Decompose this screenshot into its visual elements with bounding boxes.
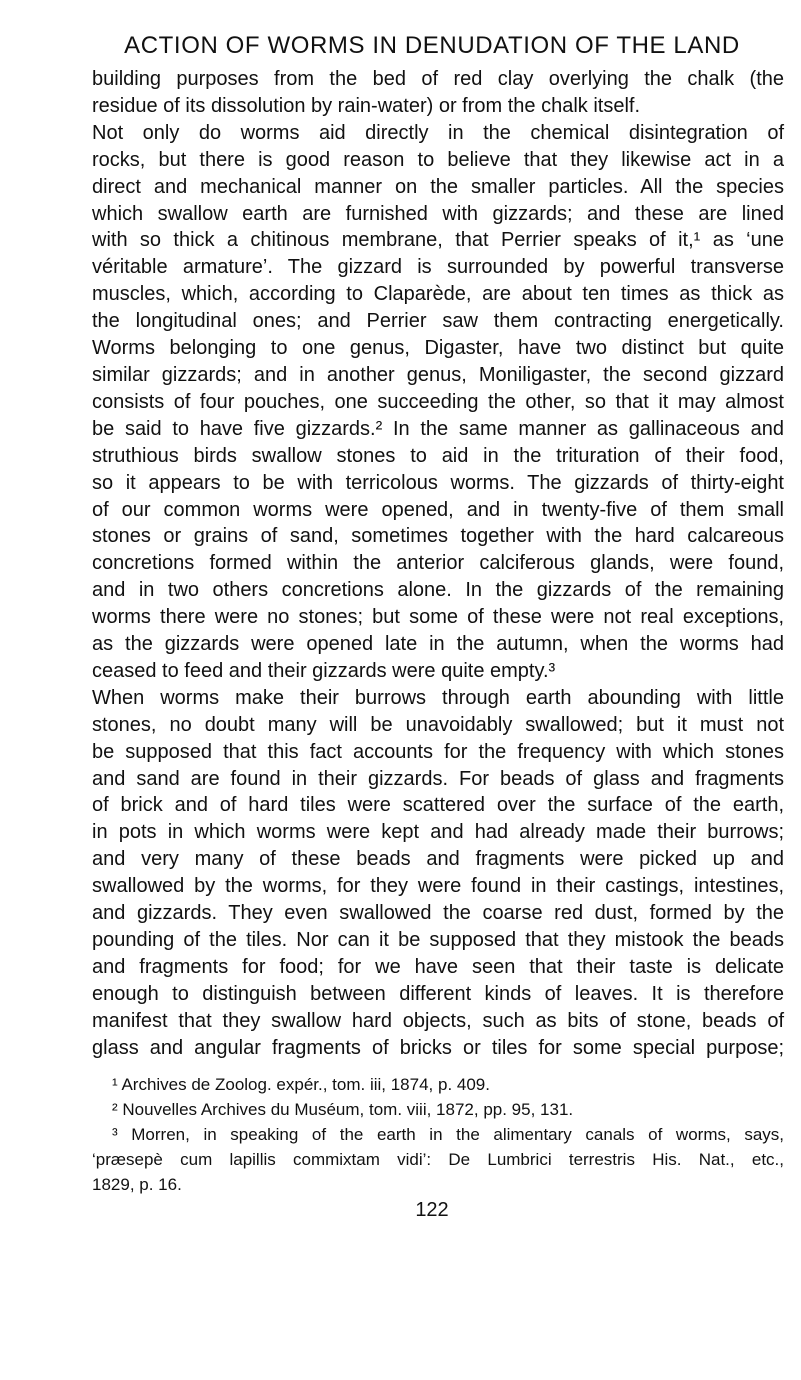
- text-line: building purposes from the bed of red clay overlying the chalk (the: [92, 68, 784, 90]
- text-line: direct and mechanical manner on the smaller particles. All the species: [92, 175, 784, 198]
- text-line: be supposed that this fact accounts for the frequency with which stones: [92, 740, 784, 763]
- text-line: be said to have five gizzards.² In the same manner as gallinaceous and: [92, 417, 784, 440]
- text-line: manifest that they swallow hard objects, such as bits of stone, beads of: [92, 1009, 784, 1032]
- text-line: worms there were no stones; but some of these were not real exceptions,: [92, 606, 784, 629]
- page-number: 122: [415, 1198, 449, 1221]
- text-line: Worms belonging to one genus, Digaster, have two distinct but quite: [92, 337, 784, 360]
- text-line: as the gizzards were opened late in the autumn, when the worms had: [92, 633, 784, 656]
- text-line: and gizzards. They even swallowed the coarse red dust, formed by the: [92, 902, 784, 925]
- text-line: and in two others concretions alone. In the gizzards of the remaining: [92, 579, 784, 602]
- text-line: ceased to feed and their gizzards were quite empty.³: [92, 659, 556, 682]
- text-line: and fragments for food; for we have seen that their taste is delicate: [92, 955, 784, 978]
- text-line: stones, no doubt many will be unavoidably swallowed; but it must not: [92, 713, 784, 736]
- text-line: and very many of these beads and fragments were picked up and: [92, 848, 784, 871]
- text-line: When worms make their burrows through earth abounding with little: [92, 686, 784, 709]
- text-line: muscles, which, according to Claparède, are about ten times as thick as: [92, 283, 784, 306]
- text-line: with so thick a chitinous membrane, that Perrier speaks of it,¹ as ‘une: [92, 229, 784, 252]
- text-line: consists of four pouches, one succeeding the other, so that it may almost: [92, 390, 784, 413]
- document-page: [92, 26, 784, 1222]
- text-line: of our common worms were opened, and in twenty-five of them small: [92, 498, 784, 521]
- text-line: struthious birds swallow stones to aid in the trituration of their food,: [92, 444, 784, 467]
- text-line: Not only do worms aid directly in the chemical disintegration of: [92, 121, 784, 144]
- text-line: the longitudinal ones; and Perrier saw them contracting energetically.: [92, 310, 784, 333]
- footnote-1: ¹ Archives de Zoolog. expér., tom. iii, 1874, p. 409.: [112, 1074, 490, 1094]
- text-line: residue of its dissolution by rain-water) or from the chalk itself.: [92, 94, 640, 117]
- text-line: concretions formed within the anterior calciferous glands, were found,: [92, 552, 784, 575]
- footnote-3: ³ Morren, in speaking of the earth in the alimentary canals of worms, says,: [112, 1124, 784, 1144]
- text-line: similar gizzards; and in another genus, Moniligaster, the second gizzard: [92, 363, 784, 386]
- text-line: pounding of the tiles. Nor can it be supposed that they mistook the beads: [92, 929, 784, 951]
- footnote-3-continued: ‘præsepè cum lapillis commixtam vidi’: De Lumbrici terrestris His. Nat., etc.,: [92, 1149, 784, 1169]
- text-line: stones or grains of sand, sometimes together with the hard calcareous: [92, 525, 784, 548]
- text-line: swallowed by the worms, for they were found in their castings, intestines,: [92, 875, 784, 898]
- text-line: and sand are found in their gizzards. For beads of glass and fragments: [92, 767, 784, 790]
- footnotes: [92, 1072, 784, 1197]
- text-line: véritable armature’. The gizzard is surrounded by powerful transverse: [92, 256, 784, 279]
- body-text: [92, 66, 784, 1062]
- text-line: which swallow earth are furnished with gizzards; and these are lined: [92, 202, 784, 225]
- text-line: rocks, but there is good reason to believe that they likewise act in a: [92, 148, 784, 171]
- running-head: ACTION OF WORMS IN DENUDATION OF THE LAND: [124, 32, 740, 59]
- text-line: enough to distinguish between different kinds of leaves. It is therefore: [92, 982, 784, 1005]
- footnote-3-end: 1829, p. 16.: [92, 1174, 182, 1194]
- footnote-2: ² Nouvelles Archives du Muséum, tom. viii, 1872, pp. 95, 131.: [112, 1099, 574, 1119]
- text-line: of brick and of hard tiles were scattered over the surface of the earth,: [92, 794, 784, 817]
- text-line: so it appears to be with terricolous worms. The gizzards of thirty-eight: [92, 471, 784, 494]
- text-line: glass and angular fragments of bricks or tiles for some special purpose;: [92, 1036, 784, 1059]
- text-line: in pots in which worms were kept and had already made their burrows;: [92, 821, 784, 844]
